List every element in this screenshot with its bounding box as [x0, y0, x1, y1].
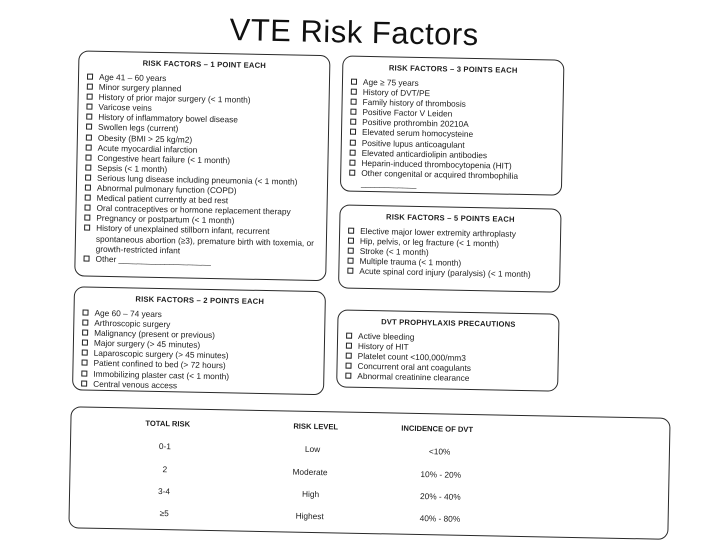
checklist-item: History of inflammatory bowel disease [86, 112, 320, 127]
precautions-title: DVT PROPHYLAXIS PRECAUTIONS [381, 317, 516, 329]
cell-incidence: 20% - 40% [419, 491, 461, 502]
cell-incidence: 40% - 80% [419, 513, 461, 524]
checklist-item: Family history of thrombosis [351, 97, 555, 111]
checklist-item: History of DVT/PE [351, 87, 555, 101]
checklist-item: Age 41 – 60 years [87, 72, 321, 87]
checklist-item: Obesity (BMI > 25 kg/m2) [86, 132, 320, 147]
two-points-list [81, 308, 317, 393]
three-points-list [349, 77, 555, 192]
checklist-item: Arthroscopic surgery [82, 318, 316, 333]
cell-incidence: 10% - 20% [420, 469, 462, 480]
checklist-item: Age ≥ 75 years [351, 77, 555, 91]
checklist-item: Laparoscopic surgery (> 45 minutes) [82, 348, 316, 363]
one-point-box [74, 50, 330, 281]
checklist-item: History of unexplained stillborn infant, recurrent spontaneous abortion (≥3), premature birth with toxemia, or growth-restricted infant [84, 223, 319, 258]
table-row [71, 462, 669, 480]
checklist-item: Major surgery (> 45 minutes) [82, 338, 316, 353]
checklist-item: Positive prothrombin 20210A [350, 117, 554, 131]
checklist-item: Elevated serum homocysteine [350, 127, 554, 141]
checklist-item: Acute spinal cord injury (paralysis) (< 1 month) [347, 266, 551, 280]
cell-incidence: <10% [428, 446, 451, 457]
table-row [70, 484, 668, 502]
checklist-item: Sepsis (< 1 month) [85, 162, 319, 177]
header-incidence: INCIDENCE OF DVT [401, 423, 474, 435]
two-points-box [72, 286, 326, 395]
header-risk-level: RISK LEVEL [293, 421, 339, 432]
checklist-item: Other ____________________ [83, 253, 317, 268]
checklist-item: Stroke (< 1 month) [348, 246, 552, 260]
checklist-item: Elevated anticardiolipin antibodies [350, 147, 554, 161]
one-point-list [83, 72, 321, 268]
risk-table-header [72, 417, 670, 435]
table-row [71, 439, 669, 457]
header-total-risk: TOTAL RISK [145, 418, 191, 429]
cell-total-risk: 3-4 [158, 486, 171, 497]
five-points-list [347, 226, 552, 280]
one-point-title: RISK FACTORS – 1 POINT EACH [142, 58, 267, 70]
checklist-item: Active bleeding [346, 331, 550, 345]
risk-assessment-form [43, 34, 692, 546]
checklist-item: Pregnancy or postpartum (< 1 month) [84, 213, 318, 228]
checklist-item: Medical patient currently at bed rest [85, 193, 319, 208]
checklist-item: Other congenital or acquired thrombophilia ____________ [349, 167, 553, 191]
three-points-title: RISK FACTORS – 3 POINTS EACH [388, 63, 518, 75]
checklist-item: Abnormal creatinine clearance [345, 371, 549, 385]
cell-risk-level: Low [304, 443, 321, 455]
checklist-item: Malignancy (present or previous) [82, 328, 316, 343]
cell-risk-level: Moderate [292, 466, 328, 478]
checklist-item: Positive lupus anticoagulant [350, 137, 554, 151]
page-title: VTE Risk Factors [229, 12, 480, 53]
precautions-list [345, 331, 550, 385]
checklist-item: Hip, pelvis, or leg fracture (< 1 month) [348, 236, 552, 250]
checklist-item: Positive Factor V Leiden [350, 107, 554, 121]
checklist-item: Minor surgery planned [87, 82, 321, 97]
checklist-item: Serious lung disease including pneumonia (< 1 month) [85, 172, 319, 187]
checklist-item: Abnormal pulmonary function (COPD) [85, 183, 319, 198]
five-points-box [338, 204, 562, 292]
cell-risk-level: Highest [295, 510, 324, 522]
checklist-item: Oral contraceptives or hormone replacement therapy [84, 203, 318, 218]
cell-total-risk: 0-1 [158, 441, 172, 452]
five-points-title: RISK FACTORS – 5 POINTS EACH [385, 212, 515, 224]
checklist-item: Congestive heart failure (< 1 month) [85, 152, 319, 167]
precautions-box [336, 309, 559, 391]
cell-total-risk: 2 [162, 464, 168, 475]
checklist-item: Platelet count <100,000/mm3 [346, 351, 550, 365]
checklist-item: Elective major lower extremity arthroplasty [348, 226, 552, 240]
checklist-item: Concurrent oral ant coagulants [345, 361, 549, 375]
checklist-item: Heparin-induced thrombocytopenia (HIT) [349, 157, 553, 171]
table-row [70, 506, 668, 524]
checklist-item: History of HIT [346, 341, 550, 355]
checklist-item: Acute myocardial infarction [86, 142, 320, 157]
cell-risk-level: High [301, 488, 320, 500]
risk-level-table [68, 406, 670, 539]
checklist-item: Varicose veins [86, 102, 320, 117]
checklist-item: Patient confined to bed (> 72 hours) [81, 358, 315, 373]
checklist-item: History of prior major surgery (< 1 month) [87, 92, 321, 107]
checklist-item: Multiple trauma (< 1 month) [347, 256, 551, 270]
checklist-item: Age 60 – 74 years [82, 308, 316, 323]
checklist-item: Immobilizing plaster cast (< 1 month) [81, 368, 315, 383]
checklist-item: Swollen legs (current) [86, 122, 320, 137]
three-points-box [340, 55, 565, 195]
checklist-item: Central venous access [81, 378, 315, 393]
cell-total-risk: ≥5 [159, 508, 169, 519]
two-points-title: RISK FACTORS – 2 POINTS EACH [135, 294, 265, 307]
